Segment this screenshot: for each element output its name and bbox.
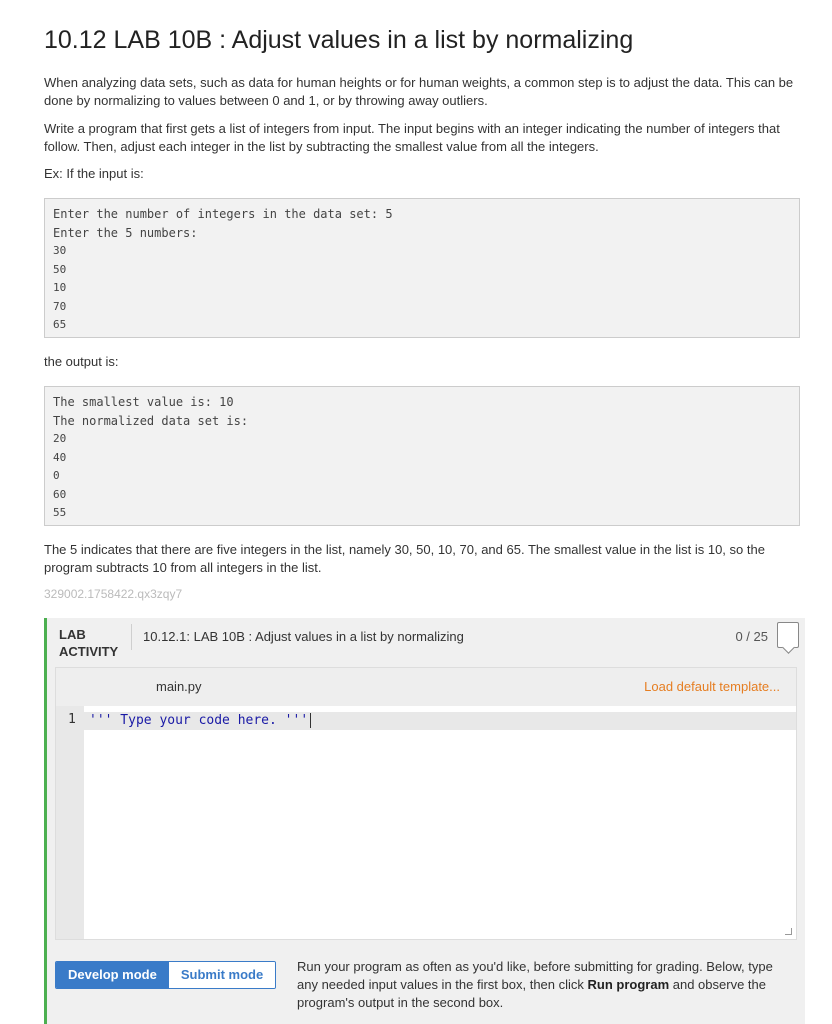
load-default-template-link[interactable]: Load default template... (644, 679, 780, 694)
help-text-part2: and observe the program's output in the second box. (297, 977, 766, 1010)
submit-mode-button[interactable]: Submit mode (169, 962, 275, 988)
help-text-part1: Run your program as often as you'd like, before submitting for grading. Below, type any needed input values in the first box, then click (297, 959, 773, 992)
run-program-label: Run program (587, 977, 670, 992)
line-number: 1 (68, 712, 76, 727)
code-line: Enter the number of integers in the data set: 5 (53, 207, 393, 221)
explanation-paragraph: The 5 indicates that there are five integers in the list, namely 30, 50, 10, 70, and 65. The smallest value in the list is 10, so the program subtracts 10 from all integers in the list. (44, 542, 765, 575)
code-line: 40 (53, 450, 67, 464)
code-line: 50 (53, 262, 67, 276)
lab-title: 10.12.1: LAB 10B : Adjust values in a list by normalizing (143, 629, 464, 644)
code-line: 0 (53, 469, 60, 482)
mode-help-text (297, 958, 797, 1012)
code-line: 30 (53, 244, 67, 257)
file-name: main.py (156, 679, 202, 694)
completion-badge-icon (777, 622, 799, 648)
example-output-block (44, 386, 800, 526)
header-divider (131, 624, 132, 650)
line-gutter (56, 706, 84, 939)
code-line: 65 (53, 318, 67, 331)
score: 0 / 25 (735, 629, 768, 644)
resize-handle-icon[interactable] (785, 928, 792, 935)
code-editor[interactable] (55, 667, 797, 940)
lab-activity-panel (44, 618, 805, 1024)
example-input-block (44, 198, 800, 338)
code-text: ''' Type your code here. ''' (89, 713, 309, 728)
develop-mode-button[interactable]: Develop mode (56, 962, 169, 988)
code-line: 60 (53, 487, 67, 501)
text-cursor (310, 713, 311, 728)
lab-activity-label: LAB ACTIVITY (59, 627, 119, 659)
output-intro: the output is: (44, 354, 119, 369)
code-line: 10 (53, 281, 67, 294)
page-title: 10.12 LAB 10B : Adjust values in a list by normalizing (44, 26, 634, 54)
intro-paragraph-2: Write a program that first gets a list of integers from input. The input begins with an integer indicating the number of integers that follow. Then, adjust each integer in the list by subtracting the smallest value from all the integers. (44, 121, 780, 154)
editor-header (56, 668, 796, 706)
code-line: 70 (53, 299, 67, 313)
intro-paragraph-3: Ex: If the input is: (44, 166, 144, 181)
intro-paragraph-1: When analyzing data sets, such as data for human heights or for human weights, a common step is to adjust the data. This can be done by normalizing to values between 0 and 1, or by throwing away outliers. (44, 75, 794, 108)
editor-code-line[interactable] (84, 712, 796, 730)
code-line: Enter the 5 numbers: (53, 225, 198, 240)
code-line: 20 (53, 432, 67, 445)
code-line: The smallest value is: 10 (53, 395, 234, 409)
code-line: The normalized data set is: (53, 413, 249, 428)
reference-id: 329002.1758422.qx3zqy7 (44, 587, 183, 601)
mode-toggle (55, 961, 276, 989)
code-line: 55 (53, 506, 67, 519)
